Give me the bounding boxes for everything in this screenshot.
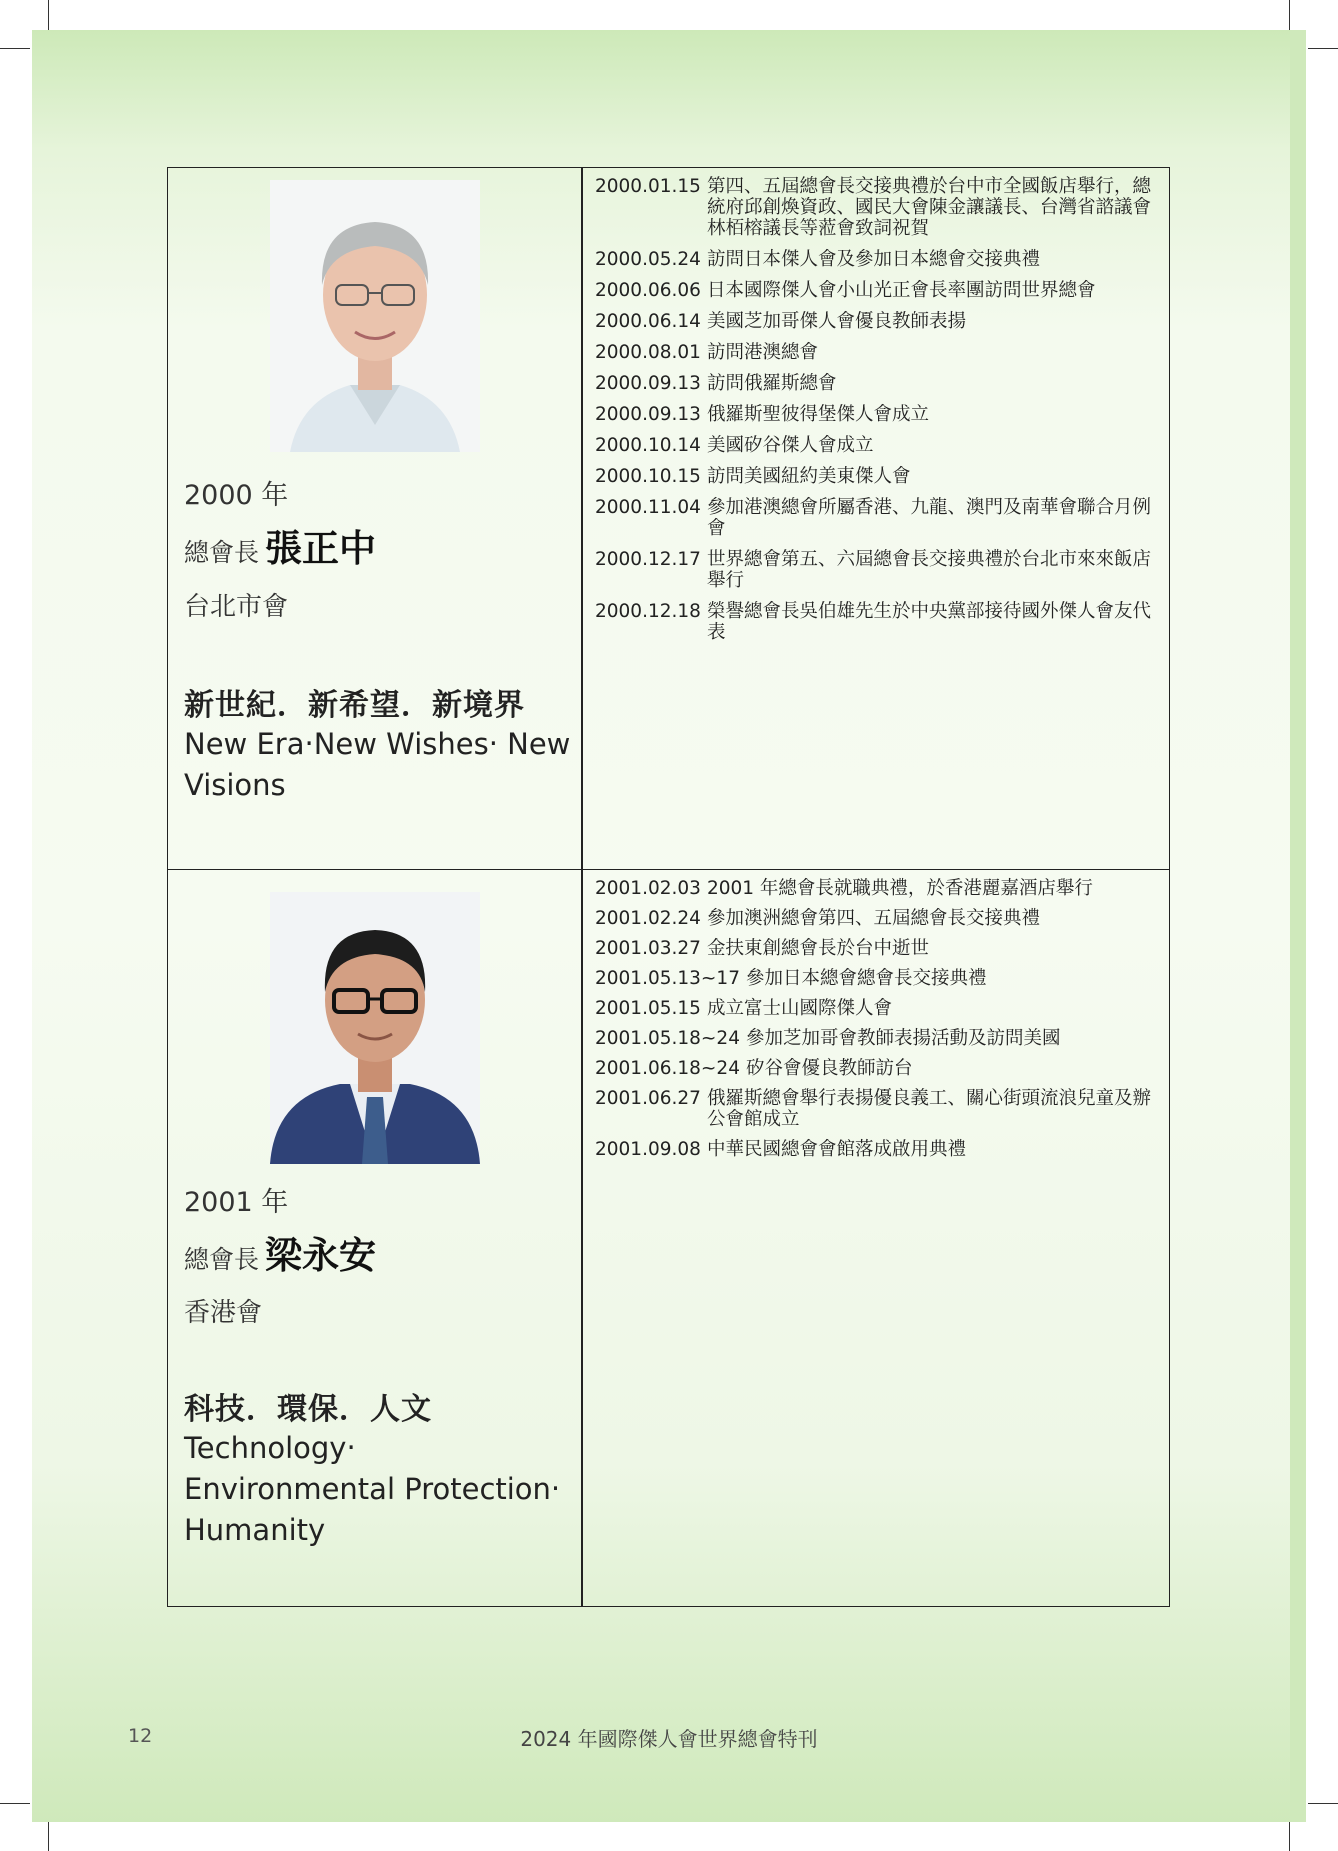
- event-text: 世界總會第五、六屆總會長交接典禮於台北市來來飯店舉行: [706, 549, 1151, 591]
- event-item: [595, 1139, 1157, 1160]
- crop-mark: [1308, 1803, 1338, 1804]
- event-item: [595, 998, 1157, 1019]
- crop-mark: [1308, 48, 1338, 49]
- event-date: 2000.01.15: [595, 176, 701, 197]
- event-text: 美國芝加哥傑人會優良教師表揚: [706, 311, 966, 332]
- president-photo: [270, 892, 480, 1164]
- event-item: [595, 1058, 1157, 1079]
- event-date: 2001.02.24: [595, 908, 701, 929]
- event-text: 成立富士山國際傑人會: [706, 998, 892, 1019]
- president-title: 總會長: [184, 538, 260, 567]
- event-item: [595, 908, 1157, 929]
- event-item: [595, 601, 1157, 643]
- event-date: 2001.09.08: [595, 1139, 701, 1160]
- event-text: 第四、五屆總會長交接典禮於台中市全國飯店舉行，總統府邱創煥資政、國民大會陳金讓議長、台灣省諮議會林栢榕議長等蒞會致詞祝賀: [706, 176, 1151, 239]
- event-date: 2001.05.15: [595, 998, 701, 1019]
- presidents-table: [167, 167, 1170, 1607]
- event-text: 訪問港澳總會: [706, 342, 818, 363]
- event-date: 2000.05.24: [595, 249, 701, 270]
- events-cell: [583, 168, 1169, 869]
- term-year: 2000 年: [184, 480, 289, 511]
- event-text: 美國矽谷傑人會成立: [706, 435, 874, 456]
- event-text: 訪問美國紐約美東傑人會: [706, 466, 911, 487]
- crop-mark: [0, 48, 30, 49]
- motto-chinese: 科技．環保．人文: [184, 1392, 432, 1427]
- president-name: 梁永安: [265, 1234, 377, 1277]
- event-date: 2000.06.06: [595, 280, 701, 301]
- event-date: 2000.08.01: [595, 342, 701, 363]
- motto-chinese: 新世紀．新希望．新境界: [184, 688, 525, 723]
- event-item: [595, 549, 1157, 591]
- chapter-name: 香港會: [184, 1298, 263, 1328]
- event-date: 2000.12.18: [595, 601, 701, 622]
- event-item: [595, 938, 1157, 959]
- event-text: 俄羅斯聖彼得堡傑人會成立: [706, 404, 929, 425]
- president-cell: [168, 168, 581, 869]
- crop-mark: [1289, 0, 1290, 30]
- event-item: [595, 342, 1157, 363]
- event-text: 參加芝加哥會教師表揚活動及訪問美國: [745, 1028, 1061, 1049]
- president-cell: [168, 870, 581, 1606]
- event-date: 2000.06.14: [595, 311, 701, 332]
- event-date: 2000.09.13: [595, 373, 701, 394]
- event-text: 金扶東創總會長於台中逝世: [706, 938, 929, 959]
- table-row: [168, 168, 1169, 870]
- event-text: 參加澳洲總會第四、五屆總會長交接典禮: [706, 908, 1040, 929]
- publication-title: 2024 年國際傑人會世界總會特刊: [520, 1727, 818, 1751]
- motto-english: New Era‧New Wishes‧ New Visions: [184, 727, 571, 802]
- president-name-line: [184, 1225, 376, 1279]
- event-date: 2000.09.13: [595, 404, 701, 425]
- events-cell: [583, 870, 1169, 1606]
- chapter-name: 台北市會: [184, 592, 289, 622]
- event-date: 2000.10.15: [595, 466, 701, 487]
- president-name: 張正中: [265, 527, 377, 570]
- table-row: [168, 870, 1169, 1606]
- event-item: [595, 311, 1157, 332]
- crop-mark: [48, 0, 49, 30]
- event-item: [595, 878, 1157, 899]
- page-number: 12: [128, 1725, 153, 1747]
- crop-mark: [0, 1803, 30, 1804]
- event-item: [595, 466, 1157, 487]
- event-list: [595, 176, 1157, 643]
- term-year: 2001 年: [184, 1187, 289, 1218]
- crop-mark: [48, 1821, 49, 1851]
- event-text: 日本國際傑人會小山光正會長率團訪問世界總會: [706, 280, 1096, 301]
- event-text: 訪問俄羅斯總會: [706, 373, 837, 394]
- president-photo: [270, 180, 480, 452]
- event-item: [595, 280, 1157, 301]
- event-text: 中華民國總會會館落成啟用典禮: [706, 1139, 966, 1160]
- president-title: 總會長: [184, 1245, 260, 1274]
- event-item: [595, 249, 1157, 270]
- president-name-line: [184, 518, 376, 572]
- event-date: 2001.06.18~24: [595, 1058, 740, 1079]
- event-date: 2001.05.18~24: [595, 1028, 740, 1049]
- event-text: 俄羅斯總會舉行表揚優良義工、關心街頭流浪兒童及辦公會館成立: [706, 1088, 1151, 1130]
- event-item: [595, 404, 1157, 425]
- event-text: 2001 年總會長就職典禮，於香港麗嘉酒店舉行: [706, 878, 1093, 899]
- event-text: 訪問日本傑人會及參加日本總會交接典禮: [706, 249, 1040, 270]
- event-date: 2001.05.13~17: [595, 968, 740, 989]
- event-date: 2001.02.03: [595, 878, 701, 899]
- event-date: 2000.12.17: [595, 549, 701, 570]
- event-item: [595, 435, 1157, 456]
- crop-mark: [1289, 1821, 1290, 1851]
- event-text: 參加港澳總會所屬香港、九龍、澳門及南華會聯合月例會: [706, 497, 1151, 539]
- event-text: 榮譽總會長吳伯雄先生於中央黨部接待國外傑人會友代表: [706, 601, 1151, 643]
- event-item: [595, 1028, 1157, 1049]
- event-date: 2001.06.27: [595, 1088, 701, 1109]
- event-date: 2000.11.04: [595, 497, 701, 518]
- event-date: 2001.03.27: [595, 938, 701, 959]
- event-item: [595, 968, 1157, 989]
- event-list: [595, 878, 1157, 1160]
- page-edge: [1290, 30, 1306, 1822]
- event-item: [595, 176, 1157, 239]
- motto-english: Technology‧ Environmental Protection‧ Humanity: [184, 1431, 561, 1547]
- event-item: [595, 1088, 1157, 1130]
- event-item: [595, 497, 1157, 539]
- event-item: [595, 373, 1157, 394]
- event-text: 矽谷會優良教師訪台: [745, 1058, 913, 1079]
- event-date: 2000.10.14: [595, 435, 701, 456]
- event-text: 參加日本總會總會長交接典禮: [745, 968, 987, 989]
